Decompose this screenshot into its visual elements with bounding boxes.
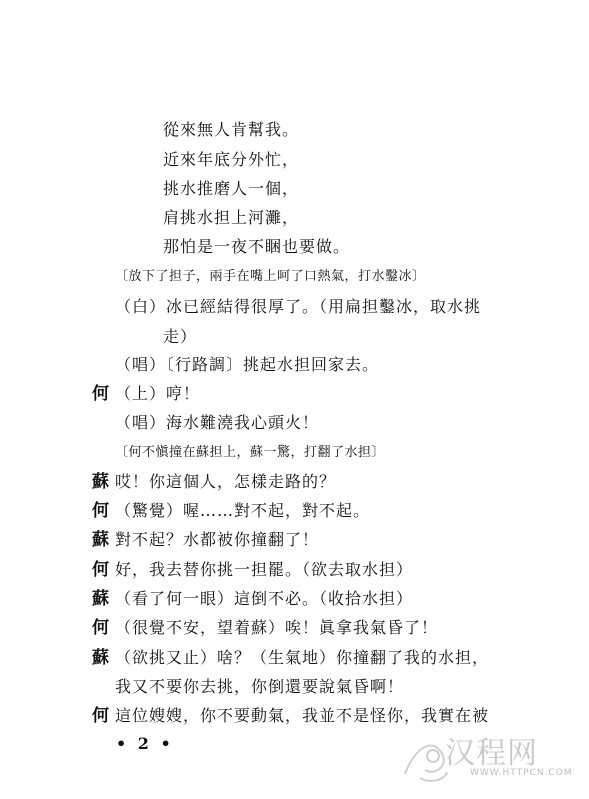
- dialogue-text: 好，我去替你挑一担罷。（欲去取水担）: [115, 560, 414, 579]
- poem-line: 近來年底分外忙，: [163, 150, 300, 169]
- dialogue-text: 這位嫂嫂，你不要動氣，我並不是怪你，我實在被: [115, 706, 490, 725]
- page-number: • 2 •: [116, 734, 174, 753]
- dialogue-text: （驚覺）喔……對不起，對不起。: [115, 501, 371, 520]
- stage-direction: 〔放下了担子，兩手在嘴上呵了口熱氣，打水鑿冰〕: [115, 269, 426, 284]
- poem-line: 肩挑水担上河灘，: [163, 208, 300, 227]
- spoken-line-continued: 走）: [163, 327, 198, 346]
- sung-line: （唱）〔行路調〕挑起水担回家去。: [115, 355, 380, 374]
- speaker-label: 蘇: [92, 589, 109, 609]
- poem-line: 挑水推磨人一個，: [163, 179, 300, 198]
- speaker-label: 蘇: [92, 648, 109, 668]
- dialogue-text: （上）哼！: [115, 384, 201, 403]
- speaker-label: 蘇: [92, 530, 109, 550]
- dialogue-text: 對不起？水都被你撞翻了！: [115, 530, 320, 549]
- dialogue-text: （看了何一眼）這倒不必。（收拾水担）: [115, 589, 414, 608]
- stage-direction: 〔何不愼撞在蘇担上，蘇一驚，打翻了水担〕: [115, 445, 386, 460]
- dialogue-text-continued: 我又不要你去挑，你倒還要說氣昏啊！: [115, 677, 405, 696]
- dialogue-text: （很覺不安，望着蘇）唉！眞拿我氣昏了！: [115, 618, 439, 637]
- poem-line: 那怕是一夜不睏也要做。: [163, 237, 351, 256]
- dialogue-text: （欲挑又止）啥？（生氣地）你撞翻了我的水担，: [115, 648, 490, 667]
- watermark-url: WWW.HTTPCN.COM: [470, 768, 573, 778]
- spoken-line: （白）冰已經結得很厚了。（用扁担鑿冰，取水挑: [115, 297, 482, 316]
- watermark-text: 汉程网: [445, 736, 538, 771]
- speaker-label: 何: [92, 618, 109, 638]
- dialogue-text: 哎！你這個人，怎樣走路的？: [115, 472, 337, 491]
- sung-line: （唱）海水難澆我心頭火！: [115, 413, 320, 432]
- speaker-label: 何: [92, 560, 109, 580]
- speaker-label: 何: [92, 501, 109, 521]
- speaker-label: 蘇: [92, 472, 109, 492]
- speaker-label: 何: [92, 384, 109, 404]
- poem-line: 從來無人肯幫我。: [163, 120, 300, 139]
- speaker-label: 何: [92, 706, 109, 726]
